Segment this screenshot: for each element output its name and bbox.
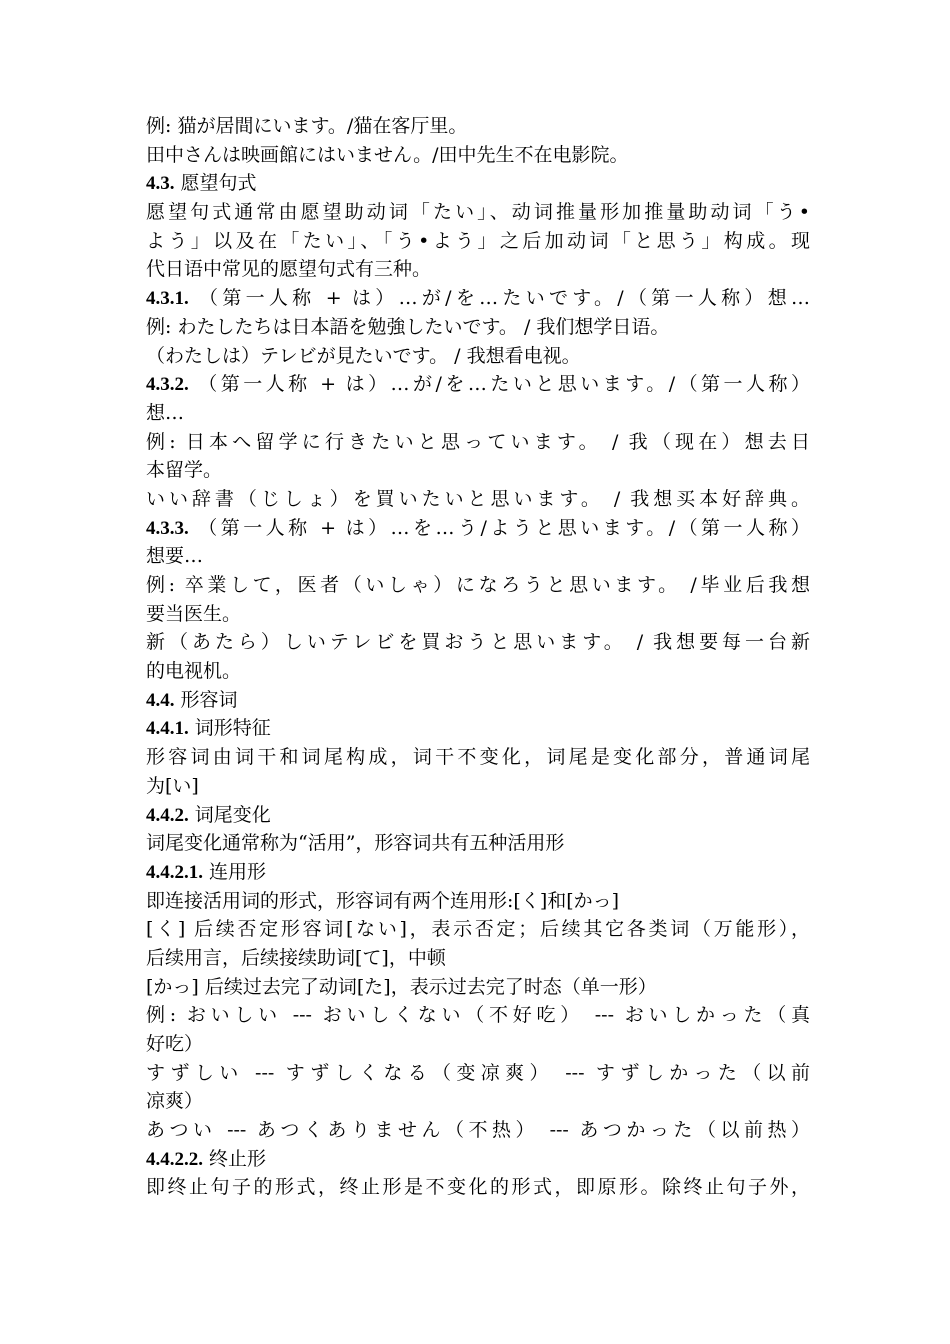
line-text: [かっ] 后续过去完了动词[た]，表示过去完了时态（单一形） bbox=[146, 975, 657, 998]
line-text: 愿望句式通常由愿望助动词「たい」、动词推量形加推量助动词「う• bbox=[146, 201, 810, 224]
line-text: [く] 后续否定形容词[ない]，表示否定；后续其它各类词（万能形）， bbox=[146, 918, 810, 941]
text-line bbox=[146, 1087, 810, 1116]
text-line bbox=[146, 112, 810, 141]
line-text: 好吃） bbox=[146, 1033, 204, 1055]
section-title: 愿望句式 bbox=[180, 172, 257, 195]
text-line bbox=[146, 542, 810, 571]
section-number: 4.4.2.2. bbox=[146, 1148, 203, 1170]
section-heading-line bbox=[146, 801, 810, 830]
text-line bbox=[146, 1030, 810, 1059]
line-text: 即连接活用词的形式，形容词有两个连用形:[く]和[かっ] bbox=[146, 889, 620, 912]
section-number: 4.3.3. bbox=[146, 517, 189, 539]
section-title: 终止形 bbox=[209, 1147, 267, 1170]
section-heading-line bbox=[146, 514, 810, 543]
document-body bbox=[146, 112, 810, 1202]
line-text: 田中さんは映画館にはいません。/田中先生不在电影院。 bbox=[146, 143, 629, 166]
text-line bbox=[146, 227, 810, 256]
line-text: 例: 卒業して，医者（いしゃ）になろうと思います。 /毕业后我想 bbox=[146, 574, 810, 596]
section-title: 词尾变化 bbox=[194, 803, 271, 826]
section-title: 连用形 bbox=[209, 860, 267, 883]
line-text: 例: おいしい --- おいしくない（不好吃） --- おいしかった（真 bbox=[146, 1004, 810, 1027]
line-text: （わたしは）テレビが見たいです。 / 我想看电视。 bbox=[146, 344, 581, 367]
section-number: 4.3.1. bbox=[146, 288, 189, 310]
section-heading-line bbox=[146, 284, 810, 313]
section-number: 4.4. bbox=[146, 689, 175, 711]
text-line bbox=[146, 571, 810, 600]
line-text: 例: 猫が居間にいます。/猫在客厅里。 bbox=[146, 115, 468, 137]
text-line bbox=[146, 628, 810, 657]
section-number: 4.4.2. bbox=[146, 804, 189, 826]
line-text: 想… bbox=[146, 401, 185, 424]
line-text: 新（あたら）しいテレビを買おうと思います。 / 我想要每一台新 bbox=[146, 631, 810, 654]
text-line bbox=[146, 887, 810, 916]
text-line bbox=[146, 772, 810, 801]
line-text: あつい --- あつくありません（不热） --- あつかった（以前热） bbox=[146, 1119, 810, 1142]
section-title: （第一人称 + は）…を…う/ようと思います。/（第一人称） bbox=[194, 516, 810, 539]
section-title: 词形特征 bbox=[194, 717, 271, 740]
line-text: いい辞書（じしょ）を買いたいと思います。 / 我想买本好辞典。 bbox=[146, 487, 810, 510]
line-text: 为[い] bbox=[146, 774, 199, 797]
line-text: 形容词由词干和词尾构成，词干不变化，词尾是变化部分，普通词尾 bbox=[146, 746, 810, 769]
section-heading-line bbox=[146, 370, 810, 399]
section-title: （第一人称 + は）…が/を…たいと思います。/（第一人称） bbox=[194, 373, 810, 396]
section-heading-line bbox=[146, 1145, 810, 1174]
text-line bbox=[146, 600, 810, 629]
section-title: （第一人称 + は）…が/を…たいです。/（第一人称）想… bbox=[194, 287, 810, 310]
line-text: 的电视机。 bbox=[146, 660, 242, 683]
section-heading-line bbox=[146, 858, 810, 887]
line-text: 后续用言，后续接续助词[て]，中顿 bbox=[146, 946, 446, 969]
text-line bbox=[146, 198, 810, 227]
section-number: 4.3. bbox=[146, 173, 175, 195]
text-line bbox=[146, 829, 810, 858]
text-line bbox=[146, 428, 810, 457]
text-line bbox=[146, 255, 810, 284]
text-line bbox=[146, 1173, 810, 1202]
line-text: 凉爽） bbox=[146, 1090, 204, 1113]
line-text: 要当医生。 bbox=[146, 602, 242, 625]
text-line bbox=[146, 743, 810, 772]
text-line bbox=[146, 456, 810, 485]
section-title: 形容词 bbox=[180, 688, 238, 711]
section-number: 4.3.2. bbox=[146, 374, 189, 396]
line-text: よう」以及在「たい」、「う•よう」之后加动词「と思う」构成。现 bbox=[146, 229, 810, 252]
line-text: すずしい --- すずしくなる（变凉爽） --- すずしかった（以前 bbox=[146, 1061, 810, 1084]
text-line bbox=[146, 485, 810, 514]
text-line bbox=[146, 399, 810, 428]
section-number: 4.4.1. bbox=[146, 718, 189, 740]
section-heading-line bbox=[146, 686, 810, 715]
line-text: 即终止句子的形式，终止形是不变化的形式，即原形。除终止句子外， bbox=[146, 1176, 810, 1199]
text-line bbox=[146, 342, 810, 371]
line-text: 代日语中常见的愿望句式有三种。 bbox=[146, 258, 432, 281]
section-heading-line bbox=[146, 714, 810, 743]
line-text: 例: 日本へ留学に行きたいと思っています。 / 我（现在）想去日 bbox=[146, 430, 810, 453]
text-line bbox=[146, 973, 810, 1002]
text-line bbox=[146, 915, 810, 944]
line-text: 词尾变化通常称为“活用”，形容词共有五种活用形 bbox=[146, 832, 565, 855]
text-line bbox=[146, 313, 810, 342]
text-line bbox=[146, 1059, 810, 1088]
line-text: 本留学。 bbox=[146, 459, 223, 482]
section-heading-line bbox=[146, 169, 810, 198]
text-line bbox=[146, 1001, 810, 1030]
text-line bbox=[146, 1116, 810, 1145]
line-text: 想要… bbox=[146, 545, 204, 568]
line-text: 例: わたしたちは日本語を勉強したいです。 / 我们想学日语。 bbox=[146, 315, 670, 338]
text-line bbox=[146, 657, 810, 686]
section-number: 4.4.2.1. bbox=[146, 861, 203, 883]
text-line bbox=[146, 944, 810, 973]
text-line bbox=[146, 141, 810, 170]
